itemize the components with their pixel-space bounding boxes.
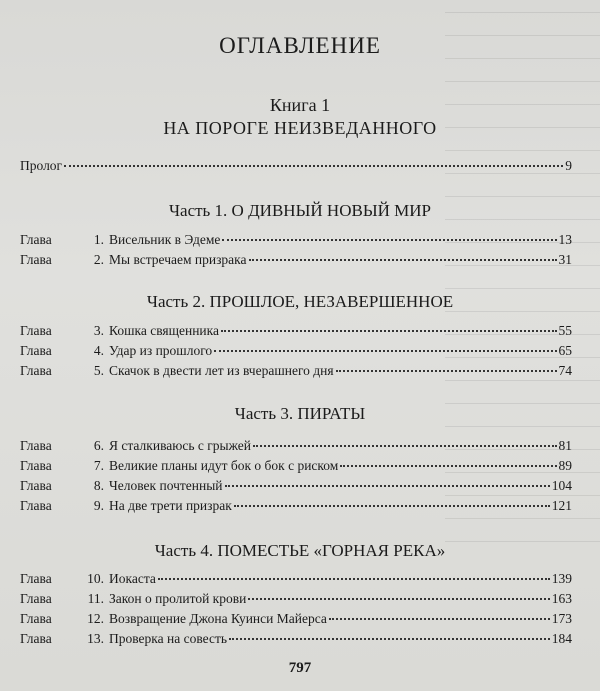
chapter-title: Мы встречаем призрака xyxy=(109,252,247,267)
chapter-label: Глава xyxy=(20,631,52,646)
leader-dots xyxy=(249,258,557,261)
page-ref: 89 xyxy=(558,458,572,473)
chapter-number: 5. xyxy=(93,363,104,378)
toc-entry[interactable] xyxy=(20,631,572,651)
chapter-title: Проверка на совесть xyxy=(109,631,228,646)
chapter-number: 11. xyxy=(87,591,104,606)
leader-dots xyxy=(336,369,557,372)
chapter-title: Возвращение Джона Куинси Майерса xyxy=(109,611,327,626)
chapter-label: Глава xyxy=(20,611,52,626)
chapter-title: Великие планы идут бок о бок с риском xyxy=(109,458,339,473)
toc-entry[interactable] xyxy=(20,323,572,343)
leader-dots xyxy=(64,164,563,167)
chapter-label: Глава xyxy=(20,343,52,358)
chapter-label: Глава xyxy=(20,458,52,473)
page-ref: 163 xyxy=(551,591,572,606)
chapter-title: Скачок в двести лет из вчерашнего дня xyxy=(109,363,334,378)
chapter-title: Закон о пролитой крови xyxy=(109,591,247,606)
toc-entry[interactable] xyxy=(20,232,572,252)
leader-dots xyxy=(340,464,556,467)
chapter-title: На две трети призрак xyxy=(109,498,232,513)
chapter-title: Удар из прошлого xyxy=(109,343,213,358)
chapter-label: Глава xyxy=(20,571,52,586)
chapter-number: 7. xyxy=(93,458,104,473)
leader-dots xyxy=(222,238,556,241)
toc-entry-prologue[interactable] xyxy=(20,158,572,178)
leader-dots xyxy=(225,484,550,487)
page-ref: 13 xyxy=(558,232,572,247)
toc-entry[interactable] xyxy=(20,252,572,272)
leader-dots xyxy=(158,577,550,580)
toc-entry[interactable] xyxy=(20,478,572,498)
leader-dots xyxy=(329,617,550,620)
chapter-number: 8. xyxy=(93,478,104,493)
page-ref: 55 xyxy=(558,323,572,338)
chapter-number: 4. xyxy=(93,343,104,358)
page-ref: 121 xyxy=(551,498,572,513)
page-ref: 74 xyxy=(558,363,572,378)
leader-dots xyxy=(221,329,556,332)
page-ref: 31 xyxy=(558,252,572,267)
book-number: Книга 1 xyxy=(269,95,331,115)
chapter-title: Человек почтенный xyxy=(109,478,223,493)
chapter-label: Глава xyxy=(20,591,52,606)
chapter-number: 6. xyxy=(93,438,104,453)
page-ref: 104 xyxy=(551,478,572,493)
page-ref: 173 xyxy=(551,611,572,626)
chapter-number: 3. xyxy=(93,323,104,338)
toc-entry[interactable] xyxy=(20,363,572,383)
chapter-label: Глава xyxy=(20,323,52,338)
toc-entry[interactable] xyxy=(20,438,572,458)
chapter-label: Глава xyxy=(20,478,52,493)
chapter-label: Глава xyxy=(20,363,52,378)
chapter-title: Висельник в Эдеме xyxy=(109,232,221,247)
page-number: 797 xyxy=(288,660,312,676)
toc-entry[interactable] xyxy=(20,343,572,363)
prologue-label: Пролог xyxy=(20,158,63,173)
toc-entry[interactable] xyxy=(20,498,572,518)
leader-dots xyxy=(214,349,556,352)
toc-entry[interactable] xyxy=(20,571,572,591)
chapter-number: 1. xyxy=(93,232,104,247)
toc-entry[interactable] xyxy=(20,591,572,611)
leader-dots xyxy=(253,444,557,447)
page-ref: 9 xyxy=(565,158,572,173)
chapter-number: 2. xyxy=(93,252,104,267)
book-title: НА ПОРОГЕ НЕИЗВЕДАННОГО xyxy=(163,118,437,138)
toc-entry[interactable] xyxy=(20,611,572,631)
part-heading: Часть 3. ПИРАТЫ xyxy=(234,404,366,423)
leader-dots xyxy=(229,637,550,640)
chapter-number: 12. xyxy=(87,611,104,626)
toc-entry[interactable] xyxy=(20,458,572,478)
part-heading: Часть 4. ПОМЕСТЬЕ «ГОРНАЯ РЕКА» xyxy=(154,541,446,560)
chapter-label: Глава xyxy=(20,498,52,513)
leader-dots xyxy=(248,597,549,600)
chapter-label: Глава xyxy=(20,232,52,247)
page-title: ОГЛАВЛЕНИЕ xyxy=(219,33,381,58)
page-ref: 81 xyxy=(558,438,572,453)
chapter-title: Иокаста xyxy=(109,571,156,586)
leader-dots xyxy=(234,504,550,507)
chapter-number: 13. xyxy=(87,631,104,646)
chapter-label: Глава xyxy=(20,438,52,453)
chapter-label: Глава xyxy=(20,252,52,267)
page-ref: 184 xyxy=(551,631,572,646)
page-ref: 139 xyxy=(551,571,572,586)
chapter-title: Кошка священника xyxy=(109,323,220,338)
chapter-number: 9. xyxy=(93,498,104,513)
page-ref: 65 xyxy=(558,343,572,358)
part-heading: Часть 2. ПРОШЛОЕ, НЕЗАВЕРШЕННОЕ xyxy=(146,292,454,311)
chapter-number: 10. xyxy=(87,571,104,586)
part-heading: Часть 1. О ДИВНЫЙ НОВЫЙ МИР xyxy=(168,201,432,220)
chapter-title: Я сталкиваюсь с грыжей xyxy=(109,438,251,453)
